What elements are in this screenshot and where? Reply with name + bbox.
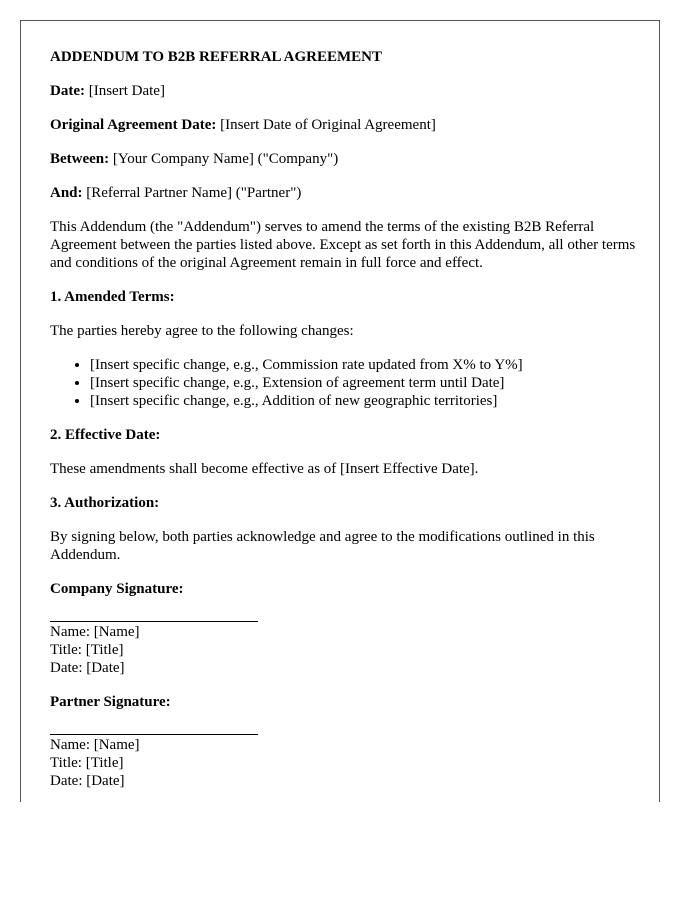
date-value: [Insert Date] [84, 83, 165, 99]
section2-heading: 2. Effective Date: [50, 427, 161, 443]
document-title: ADDENDUM TO B2B REFERRAL AGREEMENT [50, 49, 382, 65]
partner-signature-block [50, 734, 640, 790]
section1-heading: 1. Amended Terms: [50, 289, 175, 305]
list-item: • [Insert specific change, e.g., Commission rate updated from X% to Y%] [90, 356, 640, 374]
list-item: • [Insert specific change, e.g., Extension of agreement term until Date] [90, 374, 640, 392]
and-label: And: [50, 185, 83, 201]
amended-terms-list [50, 356, 640, 410]
date-label: Date: [50, 83, 85, 99]
company-signature-line [50, 621, 258, 622]
section1-text: The parties hereby agree to the following changes: [50, 323, 354, 339]
date-line [50, 82, 640, 100]
section3-heading: 3. Authorization: [50, 495, 160, 511]
original-date-value: [Insert Date of Original Agreement] [216, 117, 436, 133]
company-date: Date: [Date] [50, 660, 125, 676]
section2-text: These amendments shall become effective as of [Insert Effective Date]. [50, 461, 479, 477]
company-title: Title: [Title] [50, 642, 124, 658]
partner-name: Name: [Name] [50, 737, 140, 753]
and-line [50, 184, 640, 202]
company-signature-heading: Company Signature: [50, 581, 184, 597]
document-content [50, 48, 640, 802]
company-name: Name: [Name] [50, 624, 140, 640]
between-line [50, 150, 640, 168]
company-signature-block [50, 621, 640, 677]
document-page [20, 20, 660, 802]
list-item: • [Insert specific change, e.g., Addition of new geographic territories] [90, 392, 640, 410]
partner-signature-line [50, 734, 258, 735]
between-label: Between: [50, 151, 110, 167]
original-date-label: Original Agreement Date: [50, 117, 217, 133]
section3-text: By signing below, both parties acknowledge and agree to the modifications outlined in this Addendum. [50, 529, 595, 563]
partner-title: Title: [Title] [50, 755, 124, 771]
original-date-line [50, 116, 640, 134]
partner-date: Date: [Date] [50, 773, 125, 789]
and-value: [Referral Partner Name] ("Partner") [82, 185, 302, 201]
intro-paragraph: This Addendum (the "Addendum") serves to amend the terms of the existing B2B Referral Agreement between the parties listed above. Except as set forth in this Addendum, all other terms and conditions of the original Agreement remain in full force and effect. [50, 219, 636, 271]
partner-signature-heading: Partner Signature: [50, 694, 171, 710]
between-value: [Your Company Name] ("Company") [109, 151, 339, 167]
